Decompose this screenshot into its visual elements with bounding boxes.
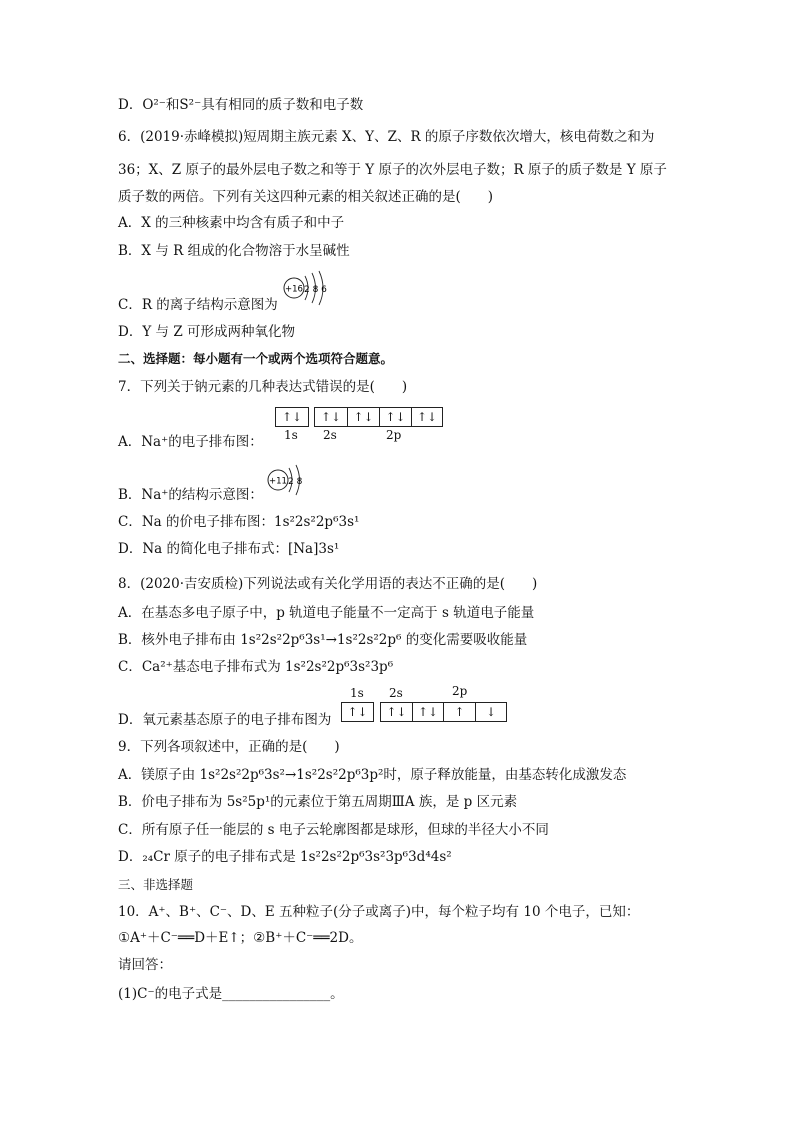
o-2p-label: 2p bbox=[452, 684, 468, 698]
q9-option-b: B．价电子排布为 5s²5p¹的元素位于第五周期ⅢA 族，是 p 区元素 bbox=[118, 794, 518, 810]
o-2p-arrows-3: ↓ bbox=[485, 705, 497, 719]
q8-option-d: D．氧元素基态原子的电子排布图为 bbox=[118, 712, 332, 728]
o-2s-label: 2s bbox=[389, 686, 403, 700]
q6-option-c: C．R 的离子结构示意图为 bbox=[118, 297, 278, 313]
na-1s-box bbox=[275, 407, 309, 427]
na-ion-nucleus: +11 bbox=[269, 476, 287, 487]
q8-option-a: A．在基态多电子原子中，p 轨道电子能量不一定高于 s 轨道电子能量 bbox=[118, 605, 535, 621]
na-2p-arrows-2: ↑↓ bbox=[385, 410, 406, 424]
na-2s-label: 2s bbox=[323, 428, 337, 442]
o-1s-label: 1s bbox=[350, 686, 364, 700]
q9-option-d: D．₂₄Cr 原子的电子排布式是 1s²2s²2p⁶3s²3p⁶3d⁴4s² bbox=[118, 849, 452, 865]
na-ion-shells: 2 8 bbox=[288, 477, 303, 487]
na-2s2p-box bbox=[314, 407, 443, 427]
q7-stem: 7．下列关于钠元素的几种表达式错误的是( ) bbox=[118, 379, 408, 395]
q7-option-d: D．Na 的简化电子排布式：[Na]3s¹ bbox=[118, 541, 340, 557]
q5-option-d: D．O²⁻和S²⁻具有相同的质子数和电子数 bbox=[118, 97, 364, 113]
q10-prompt: 请回答： bbox=[118, 957, 172, 973]
r-ion-shells: 2 8 6 bbox=[304, 285, 327, 295]
q9-option-c: C．所有原子任一能层的 s 电子云轮廓图都是球形，但球的半径大小不同 bbox=[118, 822, 549, 838]
o-2p-arrows-2: ↑ bbox=[454, 705, 465, 719]
o-2p-arrows-1: ↑↓ bbox=[417, 705, 439, 719]
q6-stem-line2: 36；X、Z 原子的最外层电子数之和等于 Y 原子的次外层电子数；R 原子的质子数是 Y 原子 bbox=[118, 162, 667, 178]
section-3-heading: 三、非选择题 bbox=[118, 877, 194, 892]
q7-option-c: C．Na 的价电子排布图：1s²2s²2p⁶3s¹ bbox=[118, 514, 360, 530]
q6-option-b: B．X 与 R 组成的化合物溶于水呈碱性 bbox=[118, 243, 350, 259]
na-2p-arrows-3: ↑↓ bbox=[416, 410, 438, 424]
o-2s-arrows: ↑↓ bbox=[386, 705, 407, 719]
o-1s-arrows: ↑↓ bbox=[347, 705, 368, 719]
q6-stem-line3: 质子数的两倍。下列有关这四种元素的相关叙述正确的是( ) bbox=[118, 189, 494, 205]
q10-reactions: ①A⁺＋C⁻══D＋E↑；②B⁺＋C⁻══2D。 bbox=[118, 930, 363, 946]
o-2s2p-box bbox=[380, 702, 507, 722]
section-2-heading: 二、选择题：每小题有一个或两个选项符合题意。 bbox=[118, 351, 394, 366]
q6-option-d: D．Y 与 Z 可形成两种氧化物 bbox=[118, 324, 295, 340]
na-ion-structure-diagram bbox=[266, 462, 310, 498]
q7-option-a: A．Na⁺的电子排布图： bbox=[118, 434, 263, 450]
na-2s-arrows: ↑↓ bbox=[320, 410, 342, 424]
q9-option-a: A．镁原子由 1s²2s²2p⁶3s²→1s²2s²2p⁶3p²时，原子释放能量，由基态转化成激发态 bbox=[118, 767, 627, 783]
q8-option-b: B．核外电子排布由 1s²2s²2p⁶3s¹→1s²2s²2p⁶ 的变化需要吸收能量 bbox=[118, 632, 528, 648]
q8-stem: 8．(2020·吉安质检)下列说法或有关化学用语的表达不正确的是( ) bbox=[118, 576, 538, 592]
na-2p-label: 2p bbox=[386, 428, 402, 442]
q6-stem-line1: 6．(2019·赤峰模拟)短周期主族元素 X、Y、Z、R 的原子序数依次增大，核电荷数之和为 bbox=[118, 129, 655, 145]
q7-option-b: B．Na⁺的结构示意图： bbox=[118, 487, 263, 503]
q10-subquestion-1: (1)C⁻的电子式是________________。 bbox=[118, 986, 344, 1002]
na-2p-arrows-1: ↑↓ bbox=[353, 410, 374, 424]
q6-option-a: A．X 的三种核素中均含有质子和中子 bbox=[118, 215, 345, 231]
na-1s-arrows: ↑↓ bbox=[281, 410, 303, 424]
o-1s-box bbox=[341, 702, 374, 722]
r-ion-structure-diagram bbox=[282, 268, 334, 306]
q9-stem: 9．下列各项叙述中，正确的是( ) bbox=[118, 739, 340, 755]
q10-stem-line1: 10．A⁺、B⁺、C⁻、D、E 五种粒子(分子或离子)中，每个粒子均有 10 个电子，已知： bbox=[118, 904, 640, 920]
r-ion-nucleus: +16 bbox=[285, 284, 303, 295]
q8-option-c: C．Ca²⁺基态电子排布式为 1s²2s²2p⁶3s²3p⁶ bbox=[118, 659, 394, 675]
na-1s-label: 1s bbox=[284, 428, 298, 442]
